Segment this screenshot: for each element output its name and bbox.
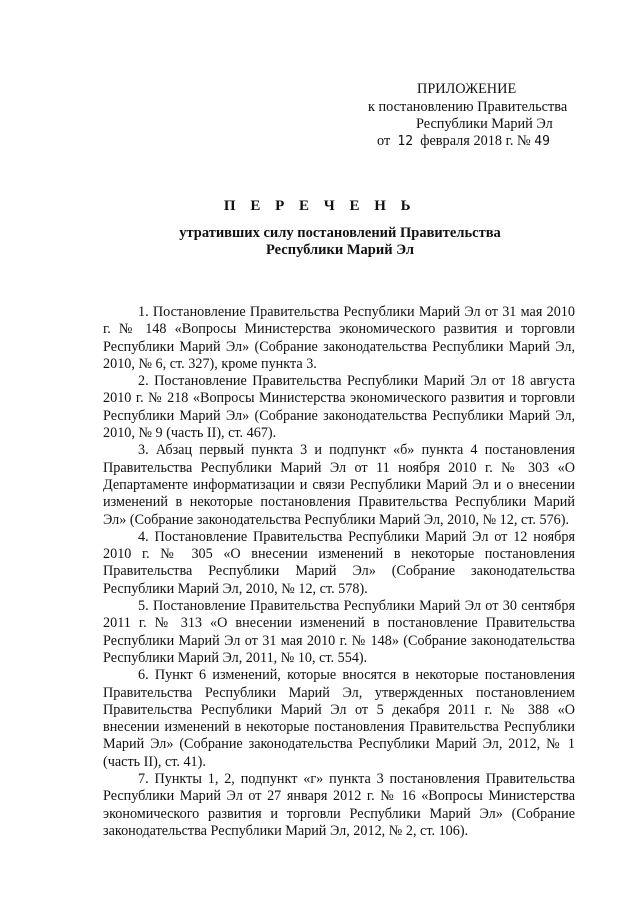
appendix-date-line — [377, 133, 550, 151]
page-title: П Е Р Е Ч Е Н Ь — [223, 198, 417, 214]
date-prefix: от — [377, 133, 391, 149]
list-body — [103, 304, 575, 840]
appendix-line-resolution: к постановлению Правительства — [368, 99, 568, 115]
date-day: 12 — [397, 134, 414, 149]
page-subtitle — [150, 225, 530, 259]
subtitle-line-2: Республики Марий Эл — [266, 242, 414, 258]
list-item: 5. Постановление Правительства Республики Марий Эл от 30 сентября 2011 г. № 313 «О внесении изменений в постановление Правительства Республики Марий Эл от 31 мая 2010 г. № 148» (Собрание законодательства Республики Марий Эл, 2011, № 10, ст. 554). — [103, 598, 575, 666]
date-rest: февраля 2018 г. № — [420, 133, 531, 149]
list-item: 4. Постановление Правительства Республики Марий Эл от 12 ноября 2010 г. № 305 «О внесении изменений в некоторые постановления Правительства Республики Марий Эл» (Собрание законодательства Республики Марий Эл, 2010, № 12, ст. 578). — [103, 528, 575, 597]
document-number: 49 — [534, 134, 550, 149]
appendix-title: ПРИЛОЖЕНИЕ — [417, 81, 517, 97]
list-item: 3. Абзац первый пункта 3 и подпункт «б» пункта 4 постановления Правительства Республики Марий Эл от 11 ноября 2010 г. № 303 «О Департаменте информатизации и связи Республики Марий Эл и о внесении изменений в некоторые постановления Правительства Республики Марий Эл» (Собрание законодательства Республики Марий Эл, 2010, № 12, ст. 576). — [103, 442, 575, 528]
list-item: 1. Постановление Правительства Республики Марий Эл от 31 мая 2010 г. № 148 «Вопросы Министерства экономического развития и торговли Республики Марий Эл» (Собрание законодательства Республики Марий Эл, 2010, № 6, ст. 327), кроме пункта 3. — [103, 304, 575, 372]
list-item: 7. Пункты 1, 2, подпункт «г» пункта 3 постановления Правительства Республики Марий Эл от 27 января 2012 г. № 16 «Вопросы Министерства экономического развития и торговли Республики Марий Эл» (Собрание законодательства Республики Марий Эл, 2012, № 2, ст. 106). — [103, 771, 575, 839]
subtitle-line-1: утративших силу постановлений Правительства — [179, 225, 501, 241]
appendix-line-republic: Республики Марий Эл — [416, 116, 553, 132]
list-item: 2. Постановление Правительства Республики Марий Эл от 18 августа 2010 г. № 218 «Вопросы Министерства экономического развития и торговли Республики Марий Эл» (Собрание законодательства Республики Марий Эл, 2010, № 9 (часть II), ст. 467). — [103, 373, 575, 442]
list-item: 6. Пункт 6 изменений, которые вносятся в некоторые постановления Правительства Республики Марий Эл, утвержденных постановлением Правительства Республики Марий Эл от 5 декабря 2011 г. № 388 «О внесении изменений в некоторые постановления Правительства Республики Марий Эл» (Собрание законодательства Республики Марий Эл, 2012, № 1 (часть II), ст. 41). — [103, 667, 575, 770]
